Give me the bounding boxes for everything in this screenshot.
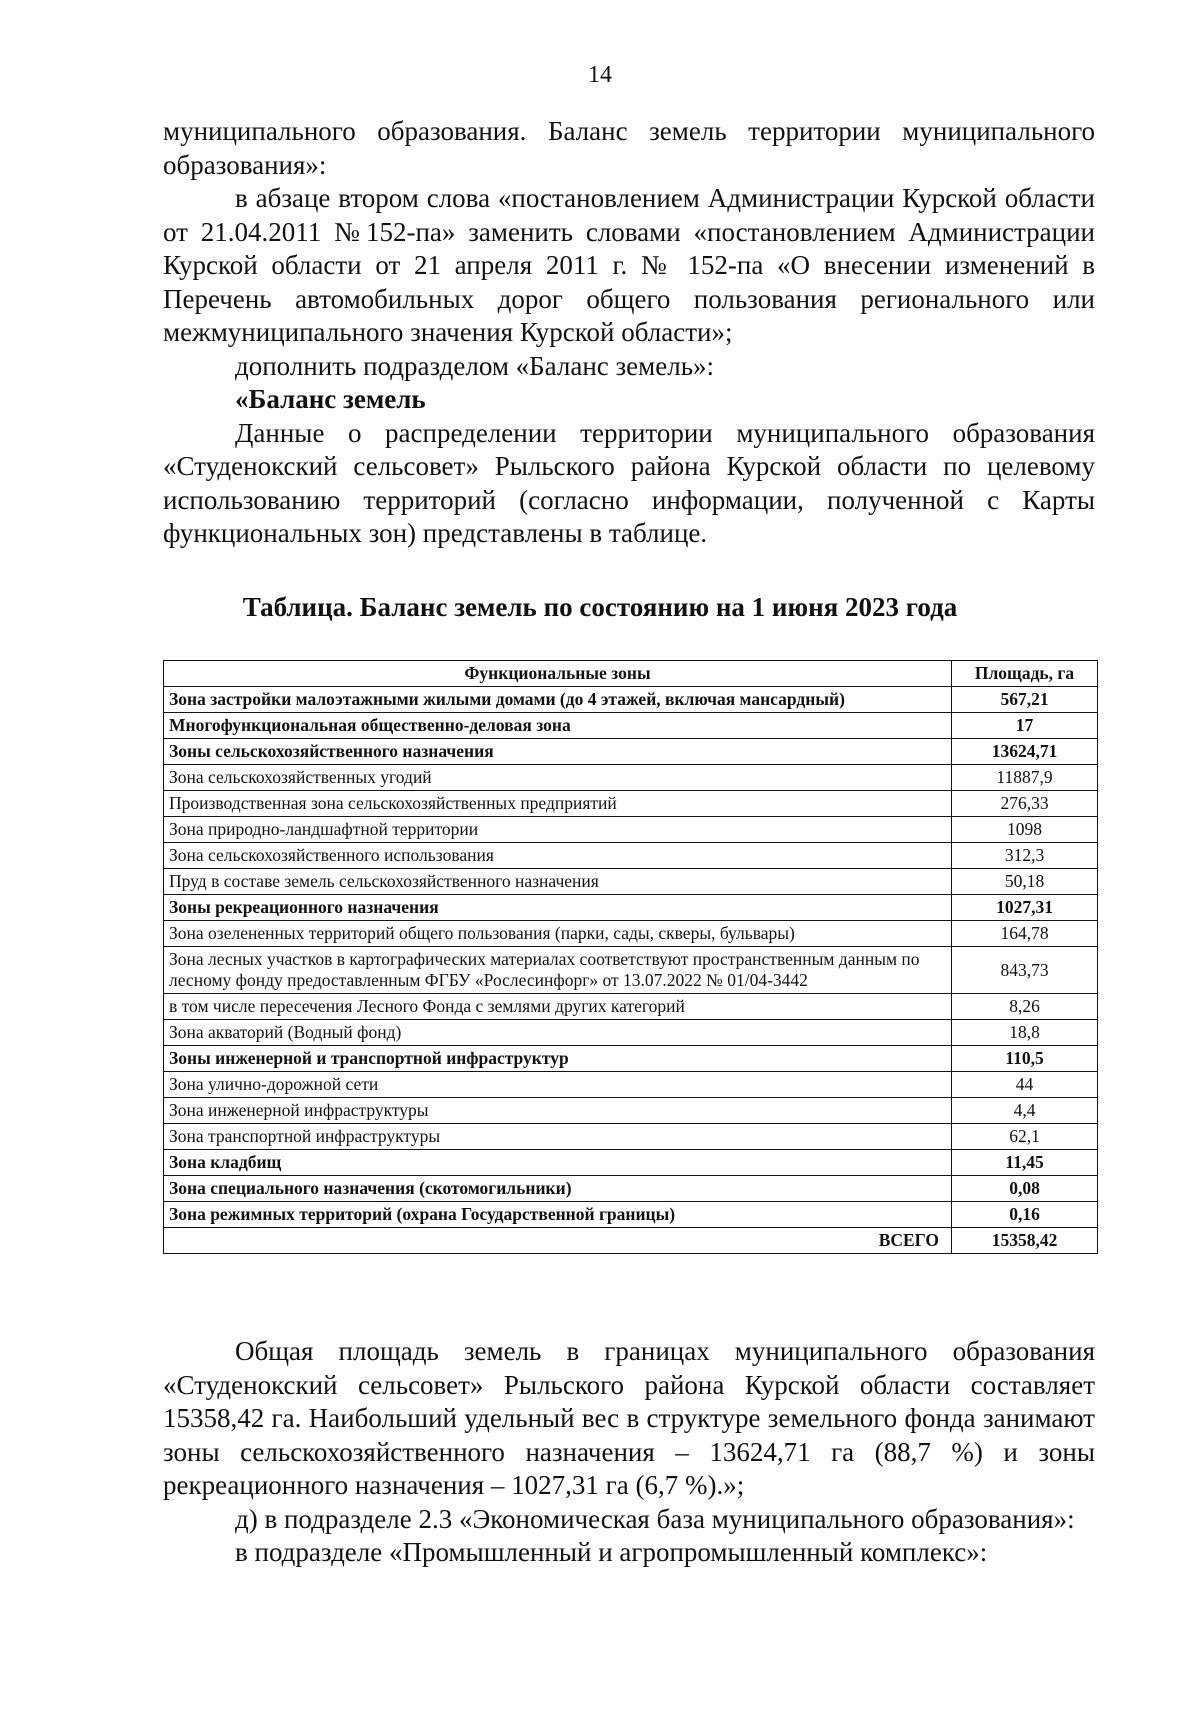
zone-area-cell: 50,18 — [952, 869, 1098, 895]
section-heading: «Баланс земель — [235, 384, 426, 414]
zone-area-cell: 11,45 — [952, 1150, 1098, 1176]
zone-area-cell: 110,5 — [952, 1046, 1098, 1072]
zone-name-cell: Зона кладбищ — [164, 1150, 952, 1176]
zone-name-cell: Зона транспортной инфраструктуры — [164, 1124, 952, 1150]
zone-area-cell: 62,1 — [952, 1124, 1098, 1150]
zone-area-cell: 11887,9 — [952, 765, 1098, 791]
table-row — [164, 791, 1098, 817]
table-row — [164, 1124, 1098, 1150]
land-balance-table — [163, 660, 1098, 1254]
closing-paragraph-3: в подразделе «Промышленный и агропромышленный комплекс»: — [235, 1537, 988, 1567]
zone-area-cell: 164,78 — [952, 921, 1098, 947]
zone-name-cell: Зона природно-ландшафтной территории — [164, 817, 952, 843]
table-row — [164, 947, 1098, 994]
total-area: 15358,42 — [952, 1228, 1098, 1254]
zone-name-cell: Многофункциональная общественно-деловая зона — [164, 713, 952, 739]
zone-area-cell: 843,73 — [952, 947, 1098, 994]
zone-name-cell: в том числе пересечения Лесного Фонда с землями других категорий — [164, 994, 952, 1020]
table-row — [164, 1176, 1098, 1202]
zone-name-cell: Зона улично-дорожной сети — [164, 1072, 952, 1098]
zone-name-cell: Зона лесных участков в картографических материалах соответствуют пространственным данным по лесному фонду предоставленным ФГБУ «Рослесинфорг» от 13.07.2022 № 01/04-3442 — [164, 947, 952, 994]
table-row — [164, 765, 1098, 791]
table-row — [164, 921, 1098, 947]
header-zone: Функциональные зоны — [164, 661, 952, 687]
table-row — [164, 1202, 1098, 1228]
table-row — [164, 713, 1098, 739]
zone-area-cell: 8,26 — [952, 994, 1098, 1020]
zone-name-cell: Зона специального назначения (скотомогильники) — [164, 1176, 952, 1202]
zone-name-cell: Зона застройки малоэтажными жилыми домами (до 4 этажей, включая мансардный) — [164, 687, 952, 713]
page-number: 14 — [588, 62, 612, 88]
zone-area-cell: 0,08 — [952, 1176, 1098, 1202]
table-row — [164, 687, 1098, 713]
header-area: Площадь, га — [952, 661, 1098, 687]
table-row — [164, 869, 1098, 895]
zone-name-cell: Зона озелененных территорий общего пользования (парки, сады, скверы, бульвары) — [164, 921, 952, 947]
table-total-row — [164, 1228, 1098, 1254]
total-label: ВСЕГО — [164, 1228, 952, 1254]
closing-text — [163, 1335, 1095, 1570]
zone-name-cell: Зоны рекреационного назначения — [164, 895, 952, 921]
table-body — [164, 687, 1098, 1228]
zone-area-cell: 18,8 — [952, 1020, 1098, 1046]
zone-area-cell: 44 — [952, 1072, 1098, 1098]
intro-text — [163, 115, 1095, 551]
zone-area-cell: 4,4 — [952, 1098, 1098, 1124]
closing-paragraph-1: Общая площадь земель в границах муниципального образования «Студенокский сельсовет» Рыльского района Курской области составляет 15358,42 га. Наибольший удельный вес в структуре земельного фонда занимают зоны сельскохозяйственного назначения – 13624,71 га (88,7 %) и зоны рекреационного назначения – 1027,31 га (6,7 %).»; — [163, 1336, 1095, 1500]
zone-name-cell: Зоны сельскохозяйственного назначения — [164, 739, 952, 765]
table-row — [164, 1020, 1098, 1046]
table-row — [164, 1098, 1098, 1124]
intro-paragraph-2: в абзаце втором слова «постановлением Администрации Курской области от 21.04.2011 №152-па» заменить словами «постановлением Администрации Курской области от 21 апреля 2011 г. № 152-па «О внесении изменений в Перечень автомобильных дорог общего пользования регионального или межмуниципального значения Курской области»; — [163, 183, 1095, 347]
table-row — [164, 994, 1098, 1020]
zone-name-cell: Пруд в составе земель сельскохозяйственного назначения — [164, 869, 952, 895]
zone-area-cell: 13624,71 — [952, 739, 1098, 765]
intro-paragraph-5: Данные о распределении территории муниципального образования «Студенокский сельсовет» Рыльского района Курской области по целевому использованию территорий (согласно информации, полученной с Карты функциональных зон) представлены в таблице. — [163, 417, 1095, 548]
zone-area-cell: 1027,31 — [952, 895, 1098, 921]
zone-name-cell: Зона акваторий (Водный фонд) — [164, 1020, 952, 1046]
table-row — [164, 1072, 1098, 1098]
zone-area-cell: 17 — [952, 713, 1098, 739]
table-row — [164, 843, 1098, 869]
table-row — [164, 895, 1098, 921]
zone-name-cell: Зоны инженерной и транспортной инфраструктур — [164, 1046, 952, 1072]
zone-name-cell: Производственная зона сельскохозяйственных предприятий — [164, 791, 952, 817]
table-row — [164, 817, 1098, 843]
zone-area-cell: 0,16 — [952, 1202, 1098, 1228]
table-title: Таблица. Баланс земель по состоянию на 1 июня 2023 года — [242, 592, 958, 622]
table-row — [164, 739, 1098, 765]
zone-area-cell: 312,3 — [952, 843, 1098, 869]
closing-paragraph-2: д) в подразделе 2.3 «Экономическая база муниципального образования»: — [235, 1503, 1075, 1534]
table-row — [164, 1150, 1098, 1176]
zone-area-cell: 1098 — [952, 817, 1098, 843]
intro-paragraph-1: муниципального образования. Баланс земель территории муниципального образования»: — [163, 116, 1095, 180]
zone-name-cell: Зона режимных территорий (охрана Государственной границы) — [164, 1202, 952, 1228]
table-row — [164, 1046, 1098, 1072]
zone-name-cell: Зона инженерной инфраструктуры — [164, 1098, 952, 1124]
zone-area-cell: 567,21 — [952, 687, 1098, 713]
zone-area-cell: 276,33 — [952, 791, 1098, 817]
intro-paragraph-3: дополнить подразделом «Баланс земель»: — [235, 350, 715, 381]
zone-name-cell: Зона сельскохозяйственных угодий — [164, 765, 952, 791]
zone-name-cell: Зона сельскохозяйственного использования — [164, 843, 952, 869]
table-header-row — [164, 661, 1098, 687]
